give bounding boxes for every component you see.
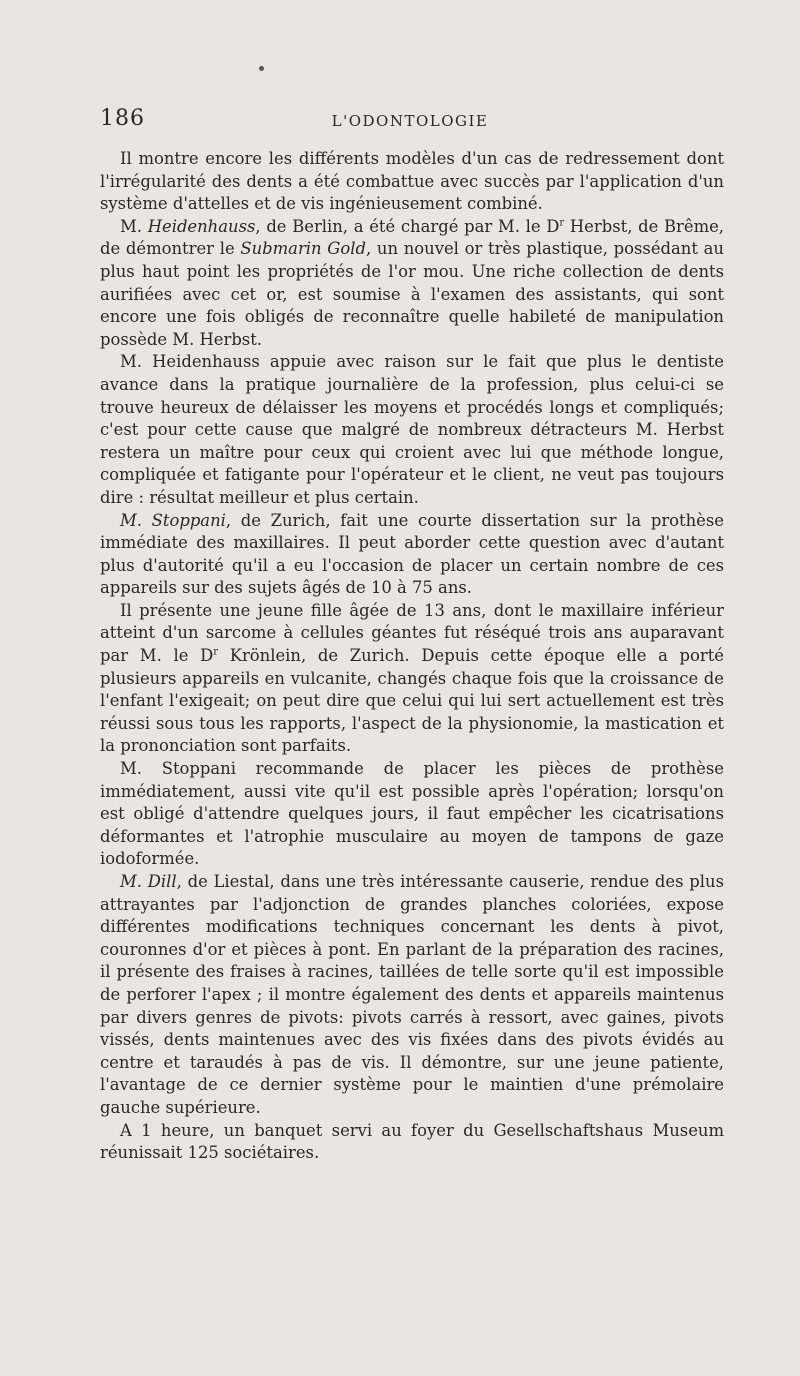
- text-run: Krönlein, de Zurich. Depuis cette époque elle a porté plusieurs appareils en vulcanite, changés chaque fois que la croissance de l'enfant l'exigeait; on peut dire que celui qui lui sert actuellement est très réussi sous tous les rapports, l'aspect de la physionomie, la mastication et la prononciation sont parfaits.: [100, 646, 725, 756]
- text-run: Il présente une jeune fille âgée de 13 ans, dont le maxillaire inférieur atteint d'un sarcome à cellules géantes fut réséqué trois ans auparavant par M. le D: [100, 600, 724, 666]
- text-run: M. Heidenhauss appuie avec raison sur le fait que plus le dentiste avance dans la pratique journalière de la profession, plus celui-ci se trouve heureux de délaisser les moyens et procédés longs et compliqués; c'est pour cette cause que malgré de nombreux détracteurs M. Herbst restera un maître pour ceux qui croient avec lui que méthode longue, compliquée et fatigante pour l'opérateur et le client, ne veut pas toujours dire : résultat meilleur et plus certain.: [100, 352, 724, 507]
- text-run: A 1 heure, un banquet servi au foyer du Gesellschaftshaus Museum réunissait 125 sociétaires.: [100, 1120, 724, 1163]
- italic-name: M. Dill: [120, 872, 177, 891]
- paragraph: [100, 148, 724, 216]
- paragraph: [100, 871, 724, 1120]
- text-run: M. Stoppani recommande de placer les pièces de prothèse immédiatement, aussi vite qu'il est possible après l'opération; lorsqu'on est obligé d'attendre quelques jours, il faut empêcher les cicatrisations déformantes et l'atrophie musculaire au moyen de tampons de gaze iodoformée.: [100, 759, 724, 869]
- text-run: , de Zurich, fait une courte dissertation sur la prothèse immédiate des maxillaires. Il peut aborder cette question avec d'autant plus d'autorité qu'il a eu l'occasion de placer un certain nombre de ces appareils sur des sujets âgés de 10 à 75 ans.: [100, 510, 724, 598]
- body-text: [100, 148, 724, 1165]
- ink-speck: [259, 66, 264, 71]
- paragraph: [100, 351, 724, 509]
- italic-name: M. Stoppani: [120, 510, 226, 530]
- paragraph: [100, 600, 724, 758]
- text-run: M.: [120, 216, 148, 236]
- paragraph: [100, 510, 724, 600]
- text-run: , de Liestal, dans une très intéressante causerie, rendue des plus attrayantes par l'adjonction de grandes planches coloriées, expose différentes modifications techniques concernant les dents à pivot, couronnes d'or et pièces à pont. En parlant de la préparation des racines, il présente des fraises à racines, taillées de telle sorte qu'il est impossible de perforer l'apex ; il montre également des dents et appareils maintenus par divers genres de pivots: pivots carrés à ressort, avec gaines, pivots vissés, dents maintenues avec des vis fixées dans des pivots évidés au centre et taraudés à pas de vis. Il démontre, sur une jeune patiente, l'avantage de ce dernier système pour le maintien d'une prémolaire gauche supérieure.: [100, 872, 724, 1117]
- page-number: 186: [100, 106, 145, 131]
- text-run: , un nouvel or très plastique, possédant au plus haut point les propriétés de l'or mou. Une riche collection de dents aurifiées avec cet or, est soumise à l'examen des assistants, qui sont encore une fois obligés de reconnaître quelle habileté de manipulation possède M. Herbst.: [100, 239, 724, 349]
- superscript: r: [213, 646, 219, 658]
- paragraph: [100, 758, 724, 871]
- running-title: L'ODONTOLOGIE: [331, 112, 489, 130]
- text-run: , de Berlin, a été chargé par M. le D: [255, 216, 560, 236]
- italic-name: Submarin Gold: [240, 239, 366, 259]
- paragraph: [100, 1120, 724, 1165]
- page-header: [100, 106, 720, 132]
- italic-name: Heidenhauss: [147, 216, 256, 236]
- paragraph: [100, 216, 724, 352]
- text-run: Il montre encore les différents modèles d'un cas de redressement dont l'irrégularité des dents a été combattue avec succès par l'application d'un système d'attelles et de vis ingénieusement combiné.: [100, 149, 724, 214]
- superscript: r: [559, 217, 565, 229]
- text-run: Herbst, de Brême, de démontrer le: [100, 216, 725, 259]
